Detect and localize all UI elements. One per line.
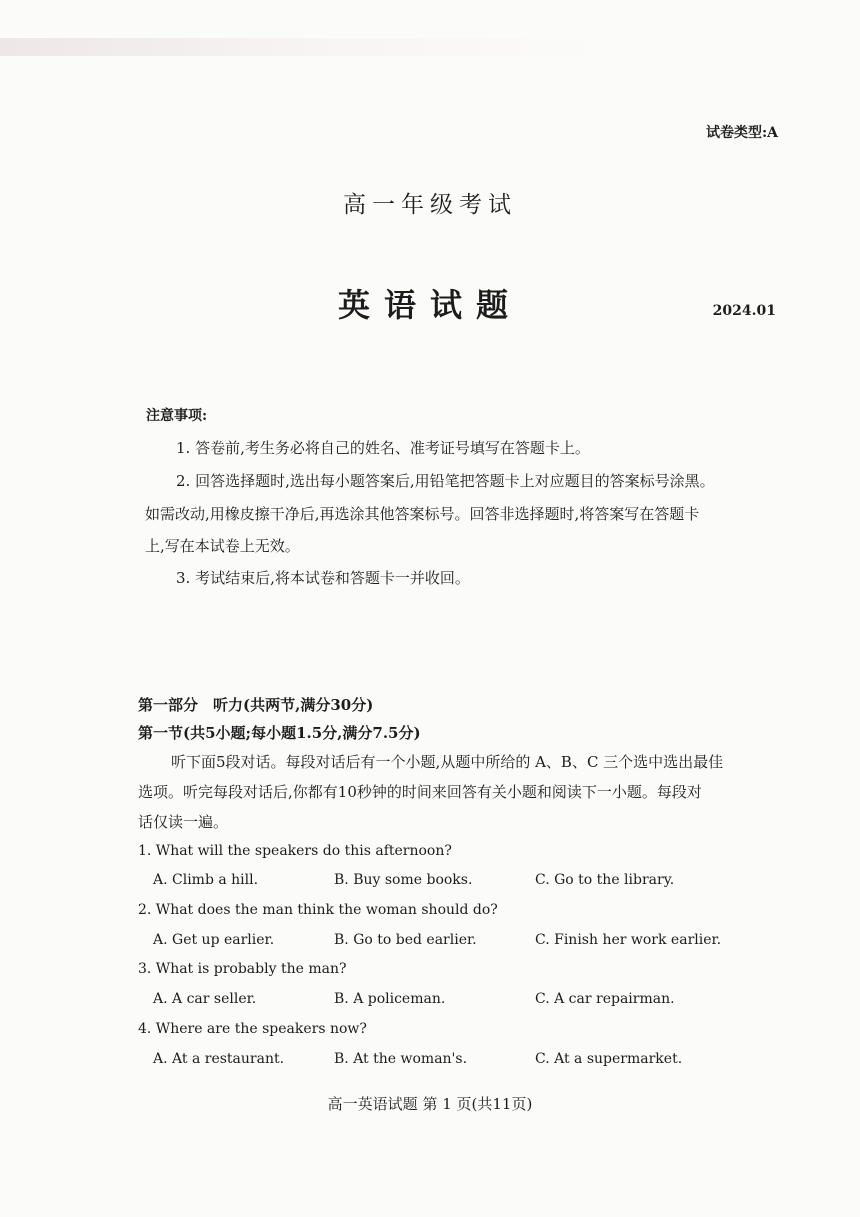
question-2-option-c: C. Finish her work earlier. [535,932,722,948]
question-4: 4. Where are the speakers now? [138,1021,367,1037]
question-3-option-c: C. A car repairman. [535,991,675,1007]
paper-type-label: 试卷类型:A [705,125,778,141]
instructions-line-3: 话仅读一遍。 [138,813,229,831]
question-1: 1. What will the speakers do this afternoon? [138,843,452,859]
question-2-option-b: B. Go to bed earlier. [334,932,477,948]
question-1-option-a: A. Climb a hill. [153,872,259,888]
part-1-heading: 第一部分 听力(共两节,满分30分) [138,696,374,714]
question-2-option-a: A. Get up earlier. [153,932,275,948]
question-4-option-b: B. At the woman's. [334,1051,468,1067]
question-3-option-b: B. A policeman. [334,991,446,1007]
exam-title: 高一年级考试 [343,192,517,218]
notice-heading: 注意事项: [146,408,208,424]
page-footer: 高一英语试题 第 1 页(共11页) [327,1095,533,1113]
section-1-heading: 第一节(共5小题;每小题1.5分,满分7.5分) [138,724,421,742]
notice-item-2-line-2: 如需改动,用橡皮擦干净后,再选涂其他答案标号。回答非选择题时,将答案写在答题卡 [145,505,700,523]
instructions-line-1: 听下面5段对话。每段对话后有一个小题,从题中所给的 A、B、C 三个选中选出最佳 [171,753,724,771]
question-3: 3. What is probably the man? [138,961,347,977]
question-2: 2. What does the man think the woman should do? [138,902,498,918]
question-4-option-c: C. At a supermarket. [535,1051,683,1067]
question-1-option-b: B. Buy some books. [334,872,473,888]
subject-title: 英语试题 [337,286,522,324]
notice-item-1: 1. 答卷前,考生务必将自己的姓名、准考证号填写在答题卡上。 [176,439,590,457]
scan-smudge [0,38,860,56]
question-4-option-a: A. At a restaurant. [153,1051,285,1067]
notice-item-2-line-3: 上,写在本试卷上无效。 [145,537,300,555]
question-1-option-c: C. Go to the library. [535,872,675,888]
instructions-line-2: 选项。听完每段对话后,你都有10秒钟的时间来回答有关小题和阅读下一小题。每段对 [138,783,702,801]
notice-item-2-line-1: 2. 回答选择题时,选出每小题答案后,用铅笔把答题卡上对应题目的答案标号涂黑。 [176,472,715,490]
question-3-option-a: A. A car seller. [153,991,257,1007]
notice-item-3: 3. 考试结束后,将本试卷和答题卡一并收回。 [176,569,470,587]
exam-date: 2024.01 [712,303,776,319]
